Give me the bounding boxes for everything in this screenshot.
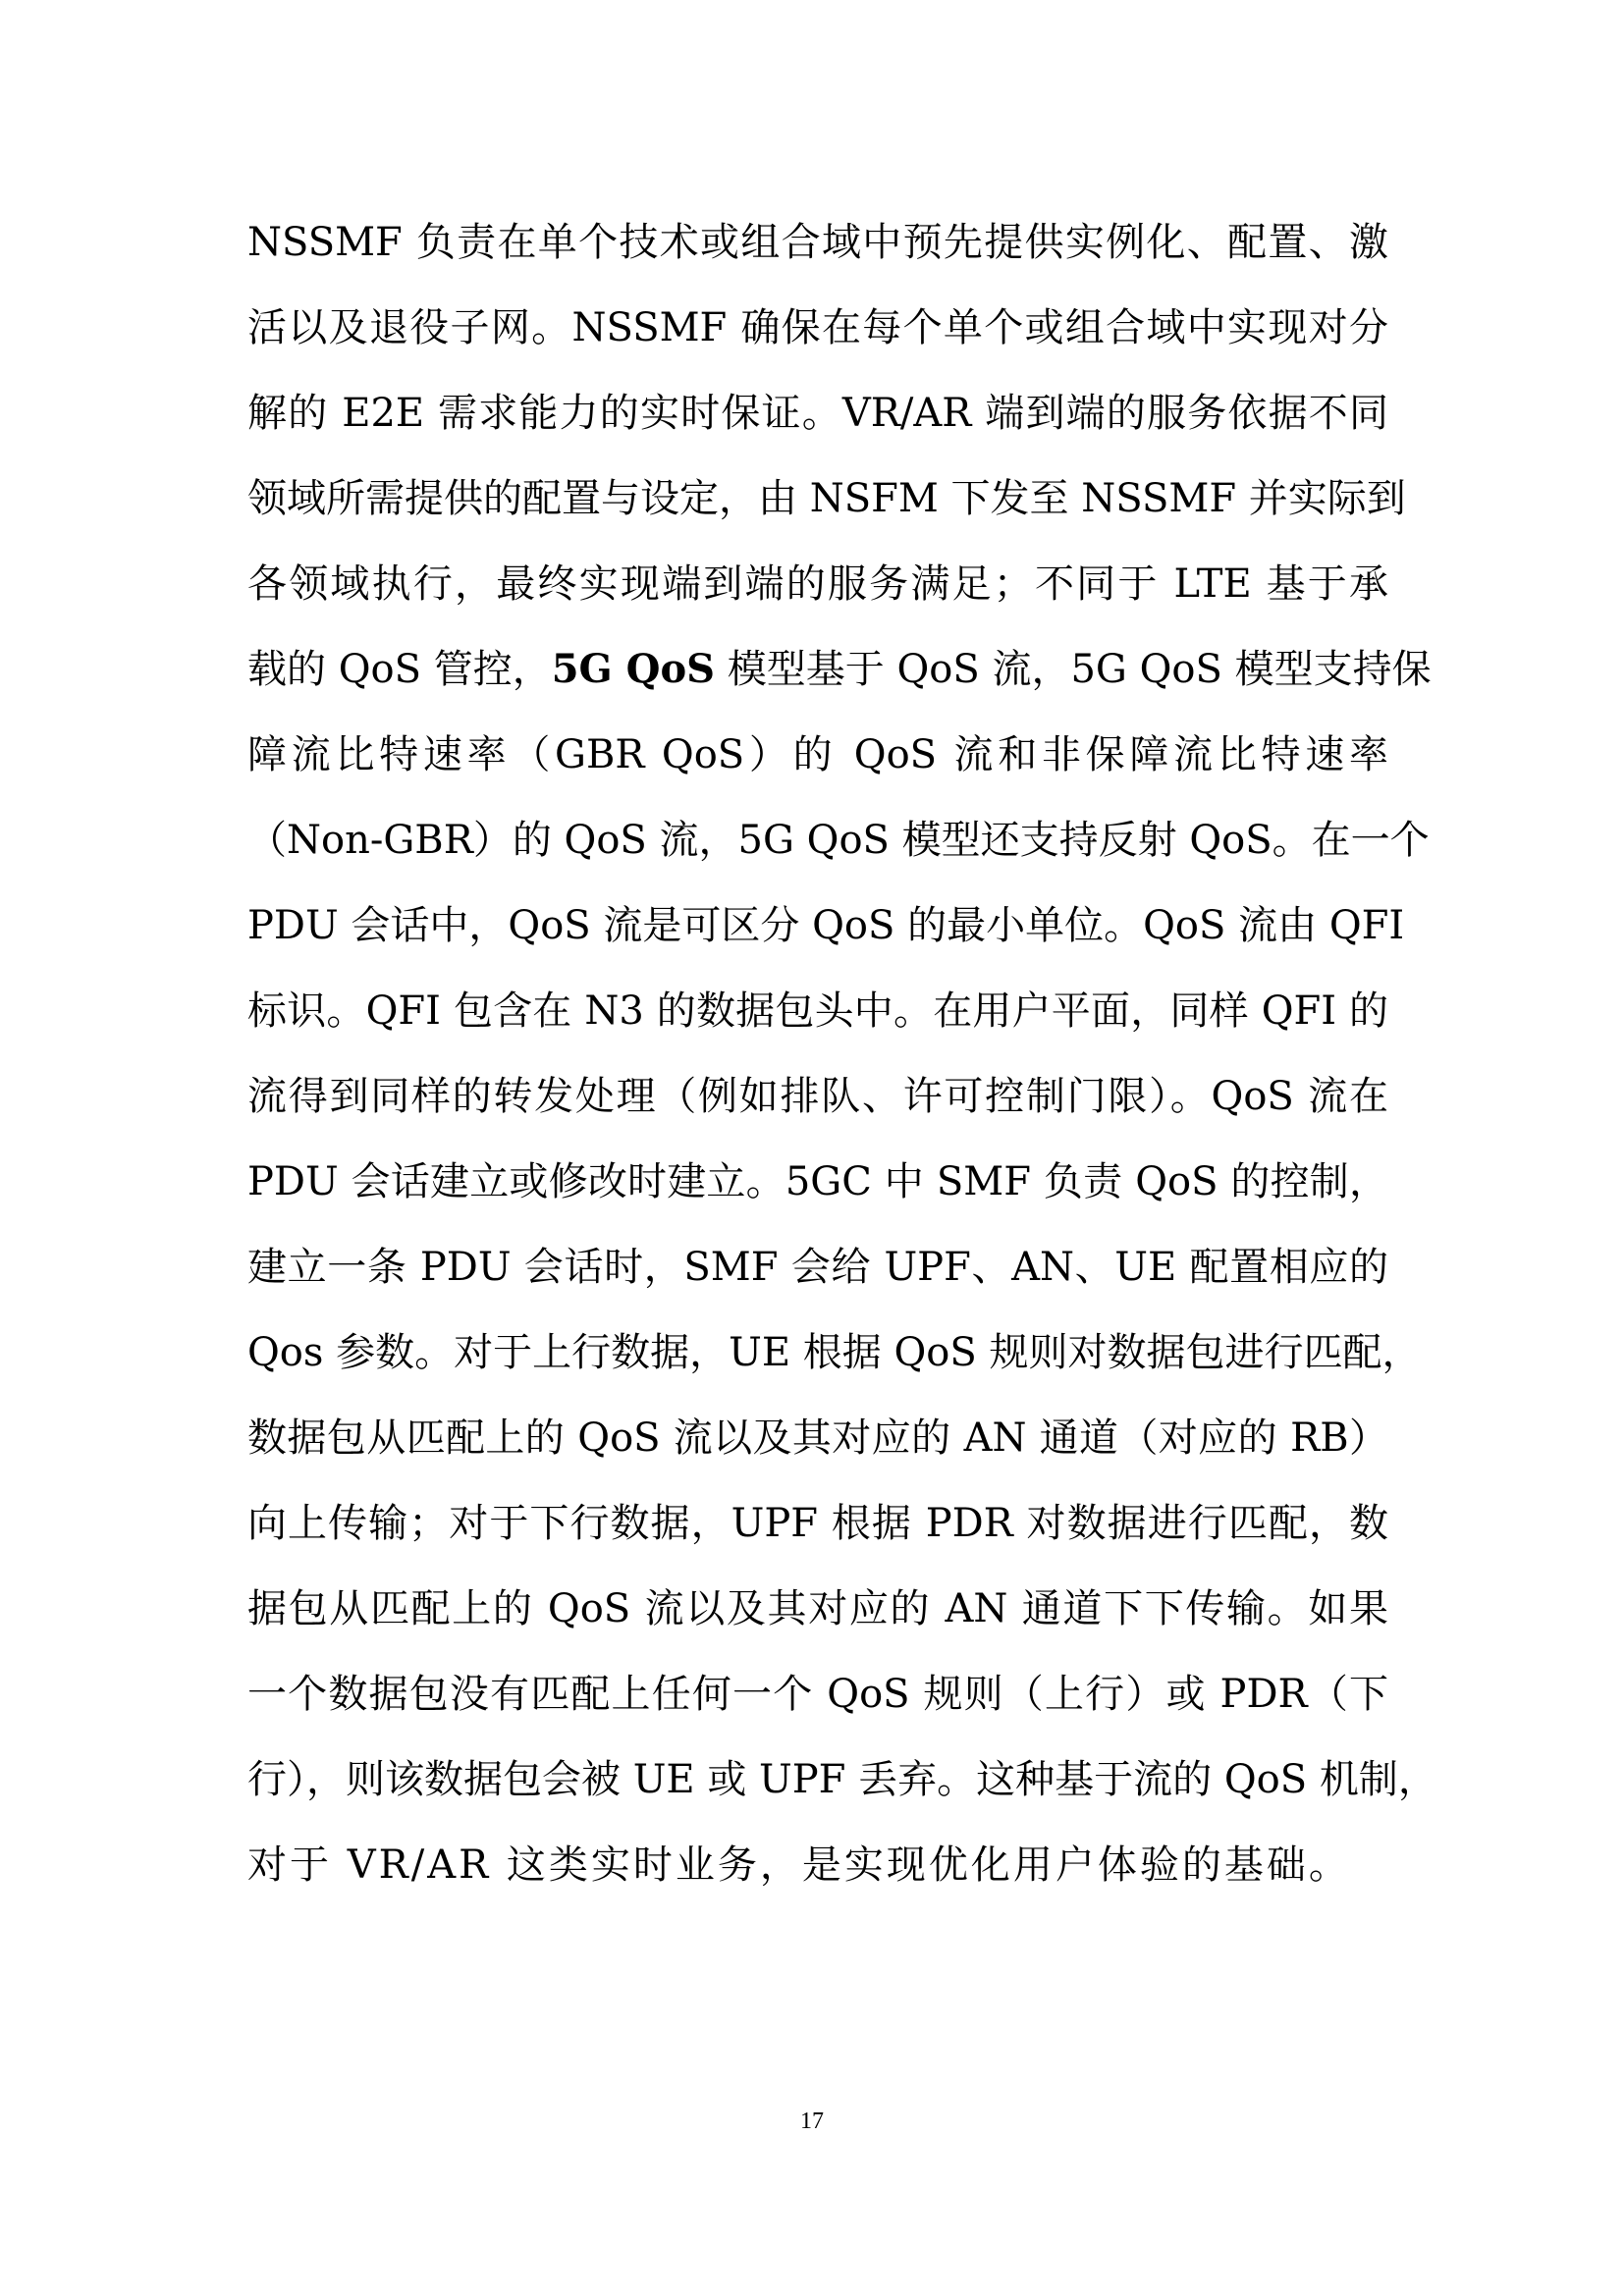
text-line-3: 解的 E2E 需求能力的实时保证。VR/AR 端到端的服务依据不同 [247,391,1388,436]
bold-term-5g-qos: 5G QoS [551,646,716,692]
text-line-17: 据包从匹配上的 QoS 流以及其对应的 AN 通道下下传输。如果 [247,1586,1388,1631]
text-line-5: 各领域执行，最终实现端到端的服务满足；不同于 LTE 基于承 [247,561,1388,607]
text-line-11: 流得到同样的转发处理（例如排队、许可控制门限）。QoS 流在 [247,1074,1388,1119]
text-line-2: 活以及退役子网。NSSMF 确保在每个单个或组合域中实现对分 [247,305,1388,350]
text-line-18: 一个数据包没有匹配上任何一个 QoS 规则（上行）或 PDR（下 [247,1672,1388,1717]
text-line-1: NSSMF 负责在单个技术或组合域中预先提供实例化、配置、激 [247,220,1388,265]
text-line-8: （Non-GBR）的 QoS 流，5G QoS 模型还支持反射 QoS。在一个 [247,818,1430,863]
text-line-7: 障流比特速率（GBR QoS）的 QoS 流和非保障流比特速率 [247,732,1388,777]
body-paragraph [247,214,1437,1922]
text-line-6-start: 载的 QoS 管控， [247,647,552,692]
text-line-16: 向上传输；对于下行数据，UPF 根据 PDR 对数据进行匹配，数 [247,1501,1388,1546]
text-line-19: 行），则该数据包会被 UE 或 UPF 丢弃。这种基于流的 QoS 机制， [247,1757,1437,1802]
text-line-15: 数据包从匹配上的 QoS 流以及其对应的 AN 通道（对应的 RB） [247,1415,1388,1461]
text-line-4: 领域所需提供的配置与设定，由 NSFM 下发至 NSSMF 并实际到 [247,476,1406,521]
text-line-9: PDU 会话中，QoS 流是可区分 QoS 的最小单位。QoS 流由 QFI [247,903,1405,948]
page-number: 17 [800,2109,824,2134]
text-line-14: Qos 参数。对于上行数据，UE 根据 QoS 规则对数据包进行匹配， [247,1330,1422,1375]
text-line-12: PDU 会话建立或修改时建立。5GC 中 SMF 负责 QoS 的控制， [247,1159,1388,1204]
text-line-20: 对于 VR/AR 这类实时业务，是实现优化用户体验的基础。 [247,1842,1351,1888]
text-line-6-end: 模型基于 QoS 流，5G QoS 模型支持保 [715,647,1432,692]
text-line-13: 建立一条 PDU 会话时，SMF 会给 UPF、AN、UE 配置相应的 [247,1245,1388,1290]
text-line-6 [247,641,1432,726]
text-line-10: 标识。QFI 包含在 N3 的数据包头中。在用户平面，同样 QFI 的 [247,988,1388,1034]
